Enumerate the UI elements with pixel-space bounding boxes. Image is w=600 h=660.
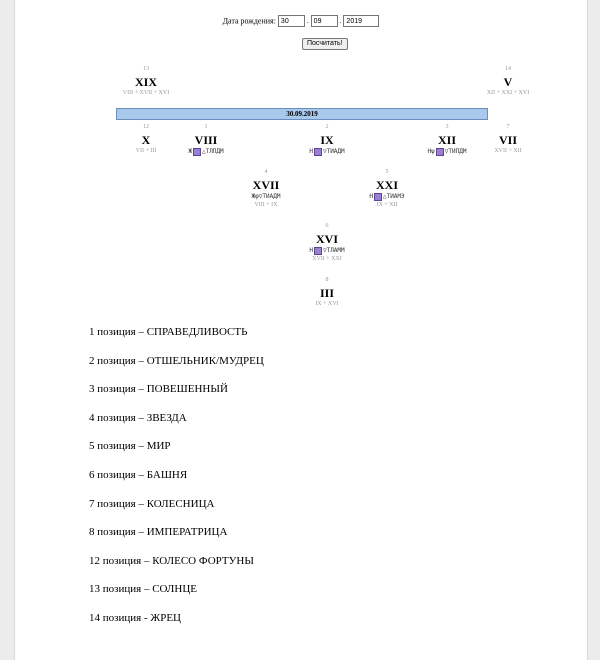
position-number: 4 [264, 169, 268, 175]
arcana-number: III [319, 286, 334, 300]
arcana-code [287, 147, 367, 156]
card-position-7 [468, 124, 548, 155]
calculate-button[interactable]: Посчитать! [302, 38, 348, 50]
list-item: 5 позиция – МИР [89, 440, 171, 453]
arcana-number: VIII [194, 133, 218, 147]
list-item: 1 позиция – СПРАВЕДЛИВОСТЬ [89, 326, 248, 338]
position-number: 1 [204, 124, 208, 130]
position-number: 6 [325, 223, 329, 229]
color-square-icon [193, 148, 201, 156]
position-number: 13 [143, 66, 149, 72]
card-position-2 [287, 124, 367, 156]
arcana-code [166, 147, 246, 156]
color-square-icon [436, 148, 444, 156]
card-position-13 [106, 66, 186, 97]
day-input[interactable] [278, 15, 305, 27]
card-position-1 [166, 124, 246, 156]
date-separator: . [306, 17, 309, 25]
arcana-code [226, 192, 306, 201]
card-position-6 [287, 223, 367, 263]
list-item: 13 позиция – СОЛНЦЕ [89, 583, 198, 596]
position-number: 2 [325, 124, 329, 130]
position-number: 12 [143, 124, 149, 130]
arcana-formula: XVII + XXI [312, 256, 342, 262]
arcana-formula: XII + XXI + XVI [486, 90, 530, 96]
arcana-formula: VII + III [135, 148, 157, 154]
card-position-4 [226, 169, 306, 209]
arcana-number: IX [320, 133, 334, 147]
position-number: 8 [325, 277, 329, 283]
month-input[interactable] [311, 15, 338, 27]
list-item: 6 позиция – БАШНЯ [89, 468, 188, 481]
code-suffix: △ТИАМЭ [382, 193, 405, 200]
code-suffix: ▽ТИАДМ [258, 193, 281, 200]
code-suffix: ▽ТИАДМ [322, 148, 345, 155]
code-prefix: Жφ [251, 193, 259, 200]
page [14, 0, 588, 660]
arcana-formula: VIII + IX [254, 202, 278, 208]
code-suffix: △ТЛПДМ [201, 148, 224, 155]
card-position-5 [347, 169, 427, 209]
color-square-icon [314, 247, 322, 255]
date-banner: 30.09.2019 [116, 108, 488, 120]
position-number: 3 [445, 124, 449, 130]
code-prefix: Нψ [427, 148, 435, 155]
code-prefix: Н [309, 148, 313, 155]
position-number: 7 [506, 124, 510, 130]
list-item: 14 позиция - ЖРЕЦ [89, 611, 182, 624]
positions-list [89, 326, 264, 641]
arcana-number: XII [437, 133, 456, 147]
arcana-number: VII [498, 133, 517, 147]
list-item: 12 позиция – КОЛЕСО ФОРТУНЫ [89, 554, 254, 567]
arcana-formula: IX + XII [376, 202, 398, 208]
code-prefix: Н [369, 193, 373, 200]
arcana-number: X [141, 133, 151, 147]
list-item: 4 позиция – ЗВЕЗДА [89, 411, 187, 424]
arcana-code [287, 246, 367, 255]
position-number: 5 [385, 169, 389, 175]
arcana-code [347, 192, 427, 201]
code-prefix: Н [309, 247, 313, 254]
arcana-number: V [503, 75, 513, 89]
position-number: 14 [505, 66, 511, 72]
color-square-icon [314, 148, 322, 156]
arcana-number: XVI [315, 232, 338, 246]
date-separator: . [339, 17, 342, 25]
list-item: 2 позиция – ОТШЕЛЬНИК/МУДРЕЦ [89, 354, 264, 367]
code-suffix: ▽ТЛАММ [322, 247, 345, 254]
card-position-8 [287, 277, 367, 308]
list-item: 8 позиция – ИМПЕРАТРИЦА [89, 526, 228, 539]
arcana-formula: XVII + XII [494, 148, 522, 154]
birthdate-label: Дата рождения: [222, 16, 276, 26]
arcana-number: XIX [134, 75, 157, 89]
code-suffix: ▽ТИПДМ [444, 148, 467, 155]
color-square-icon [374, 193, 382, 201]
arcana-formula: IX + XVI [315, 301, 339, 307]
year-input[interactable] [343, 15, 379, 27]
list-item: 3 позиция – ПОВЕШЕННЫЙ [89, 383, 228, 396]
arcana-formula: VIII + XVII + XVI [122, 90, 170, 96]
code-prefix: Ж [188, 148, 192, 155]
arcana-number: XXI [375, 178, 398, 192]
birthdate-form [15, 15, 587, 27]
card-position-14 [468, 66, 548, 97]
list-item: 7 позиция – КОЛЕСНИЦА [89, 497, 215, 510]
arcana-number: XVII [252, 178, 280, 192]
